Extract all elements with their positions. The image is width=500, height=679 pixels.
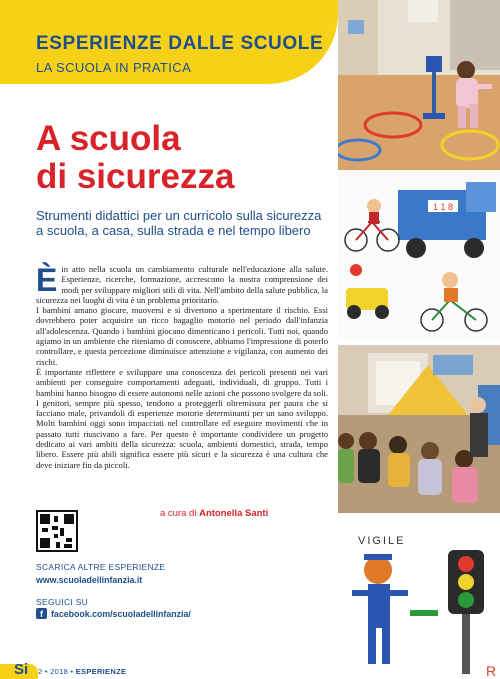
photo-drawing-vigile xyxy=(338,520,500,679)
body-paragraph-3: È importante riflettere e sviluppare una conoscenza dei pericoli presenti nei vari ambienti per conseguire comportamenti adeguati, individuali, di gruppo. Tutti i bambini hanno bisogno di essere autonomi nelle azioni che possono svolgere da soli. I genitori, sempre più spesso, tendono a proteggerli oltremisura per paura che si facciano male, privandoli di esperienze motorie determinanti per un sano sviluppo. Molti bambini oggi sono impacciati nel controllare ed eseguire movimenti che in passato tutti riuscivano a fare. Per questo è importante condividere un progetto dedicato ai vari ambiti della sicurezza: scuola, ambienti domestici, strada, tempo libero. Essere più abili significa essere più sicuri e la sicurezza è una cultura che deve iniziare fin da piccoli. xyxy=(36,366,328,470)
section-header-band xyxy=(0,0,338,84)
photo-gym-child xyxy=(338,0,500,170)
drop-cap: È xyxy=(36,262,58,298)
section-title: ESPERIENZE DALLE SCUOLE xyxy=(36,33,324,54)
drawing-vigile-label: VIGILE xyxy=(358,535,406,547)
byline-author: Antonella Santi xyxy=(199,508,269,519)
byline-prefix: a cura di xyxy=(160,508,197,519)
article-subtitle: Strumenti didattici per un curricolo sulla sicurezza a scuola, a casa, sulla strada e nel tempo libero xyxy=(36,208,322,238)
footer-section: ESPERIENZE xyxy=(75,667,127,676)
article-body xyxy=(36,264,328,470)
magazine-logo: Si xyxy=(14,661,29,678)
footer-issue-number: 2 • 2018 • xyxy=(38,667,74,676)
photo-column xyxy=(338,0,500,679)
download-link[interactable]: www.scuoladellinfanzia.it xyxy=(36,575,143,585)
qr-code[interactable] xyxy=(36,510,78,552)
body-paragraph-2: I bambini amano giocare, muoversi e si divertono a sperimentare il rischio. Essi dovrebbero poter acquisire un ricco bagaglio motorio nel periodo dall'infanzia all'adolescenza. Quando i bambini giocano dimenticano i pericoli. Tutti noi, quando agiamo in un ambiente che riteniamo di conoscere, abbiamo l'impressione di poterlo controllare, e questa percezione diminuisce attenzione e vigilanza, con aumento dei rischi. xyxy=(36,305,328,367)
facebook-icon: f xyxy=(36,608,47,619)
page-footer xyxy=(0,661,338,679)
byline xyxy=(160,508,268,519)
facebook-link[interactable]: facebook.com/scuoladellinfanzia/ xyxy=(51,609,191,619)
photo-classroom-children xyxy=(338,345,500,513)
photo-drawing-vehicles xyxy=(338,170,500,338)
article-title-line2: di sicurezza xyxy=(36,157,235,196)
footer-issue xyxy=(38,667,126,676)
section-subtitle: LA SCUOLA IN PRATICA xyxy=(36,60,192,75)
follow-label: SEGUICI SU xyxy=(36,597,89,607)
body-paragraph-1: in atto nella scuola un cambiamento culturale nell'educazione alla salute. Esperienze, ricerche, formazione, accrescono la nostra comprensione dei modi per sviluppare migliori stili di vita. Nell'ambito della salute pubblica, la sicurezza nei luoghi di vita è un problema prioritario. xyxy=(36,264,328,305)
article-title xyxy=(36,120,331,196)
svg-text:R: R xyxy=(486,663,497,679)
download-label: SCARICA ALTRE ESPERIENZE xyxy=(36,562,166,572)
article-title-line1: A scuola xyxy=(36,119,181,158)
truck-plate: 1 1 8 xyxy=(433,202,454,212)
